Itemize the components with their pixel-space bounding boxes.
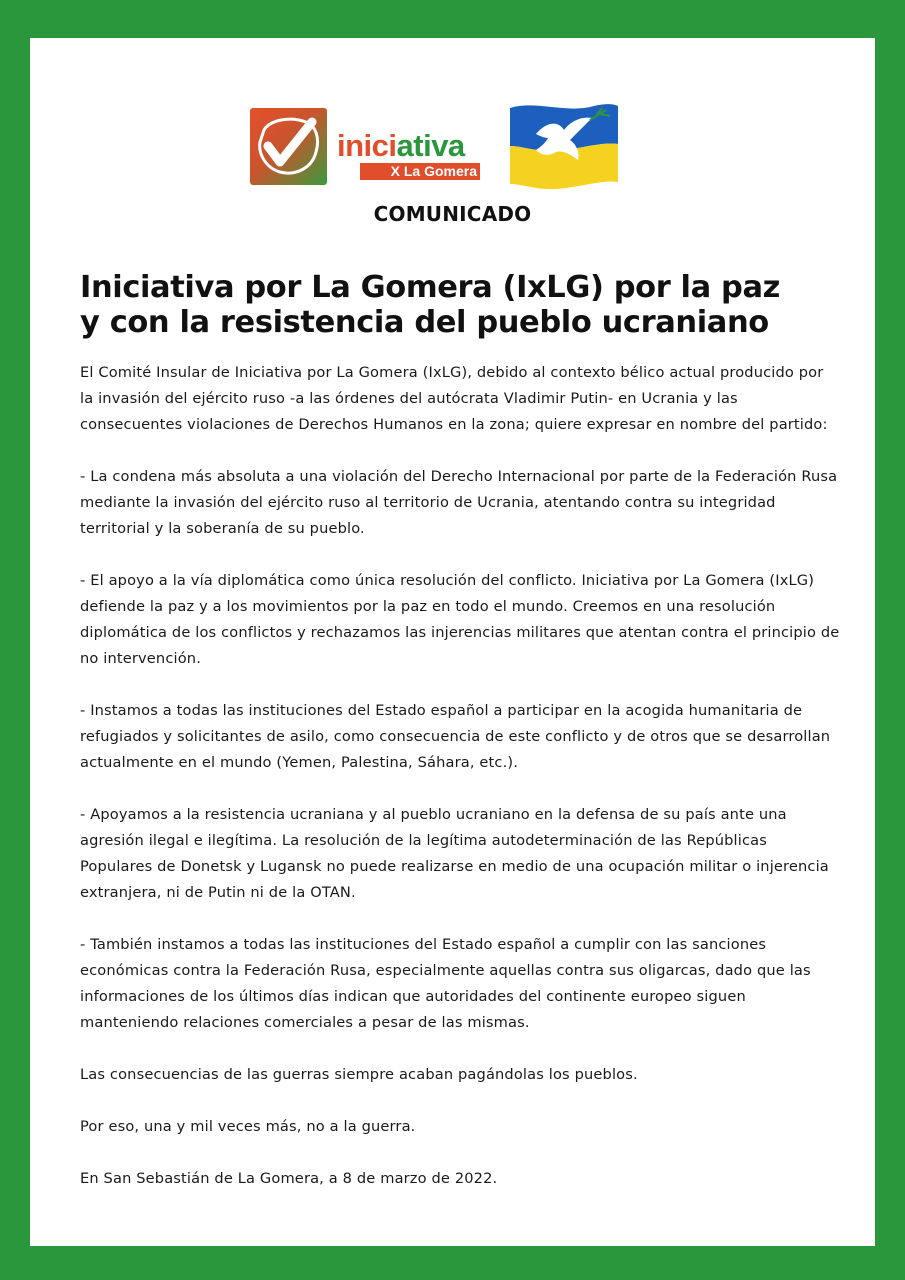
paragraph-condemnation: - La condena más absoluta a una violación del Derecho Internacional por parte de la Federación Rusa mediante la invasión del ejército ruso al territorio de Ucrania, atentando contra su integridad territorial y la soberanía de su pueblo. [80, 468, 838, 537]
paragraph-intro: El Comité Insular de Iniciativa por La Gomera (IxLG), debido al contexto bélico actual producido por la invasión del ejército ruso -a las órdenes del autócrata Vladimir Putin- en Ucrania y las consecuentes violaciones de Derechos Humanos en la zona; quiere expresar en nombre del partido: [80, 364, 828, 433]
ukraine-flag-dove-icon [506, 100, 621, 192]
iniciativa-logo-mark [250, 108, 327, 185]
paragraph-consequences: Las consecuencias de las guerras siempre acaban pagándolas los pueblos. [80, 1066, 638, 1083]
logo-subtitle: X La Gomera [360, 163, 480, 180]
logo-word-a: inici [337, 128, 397, 163]
signature-line: En San Sebastián de La Gomera, a 8 de marzo de 2022. [80, 1170, 498, 1187]
document-page [30, 38, 875, 1246]
paragraph-sanctions: - También instamos a todas las instituciones del Estado español a cumplir con las sanciones económicas contra la Federación Rusa, especialmente aquellas contra sus oligarcas, dado que las informaciones de los últimos días indican que autoridades del continente europeo siguen manteniendo relaciones comerciales a pesar de las mismas. [80, 936, 811, 1031]
paragraph-refugees: - Instamos a todas las instituciones del Estado español a participar en la acogida humanitaria de refugiados y solicitantes de asilo, como consecuencia de este conflicto y de otros que se desarrollan actualmente en el mundo (Yemen, Palestina, Sáhara, etc.). [80, 702, 831, 771]
headline-line-1: Iniciativa por La Gomera (IxLG) por la paz [80, 270, 780, 305]
logo-word-b: ativa [396, 128, 465, 163]
document-label: COMUNICADO [373, 202, 532, 226]
iniciativa-logo-wordmark [337, 130, 465, 162]
paragraph-resistance: - Apoyamos a la resistencia ucraniana y al pueblo ucraniano en la defensa de su país ante una agresión ilegal e ilegítima. La resolución de la legítima autodeterminación de las Repúblicas Populares de Donetsk y Lugansk no puede realizarse en medio de una ocupación militar o injerencia extranjera, ni de Putin ni de la OTAN. [80, 806, 829, 901]
checkmark-icon [250, 108, 327, 185]
statement-body [80, 360, 840, 1218]
paragraph-diplomacy: - El apoyo a la vía diplomática como única resolución del conflicto. Iniciativa por La Gomera (IxLG) defiende la paz y a los movimientos por la paz en todo el mundo. Creemos en una resolución diplomática de los conflictos y rechazamos las injerencias militares que atentan contra el principio de no intervención. [80, 572, 840, 667]
paragraph-no-war: Por eso, una y mil veces más, no a la guerra. [80, 1118, 416, 1135]
headline-line-2: y con la resistencia del pueblo ucraniano [80, 305, 769, 340]
headline [80, 270, 840, 340]
